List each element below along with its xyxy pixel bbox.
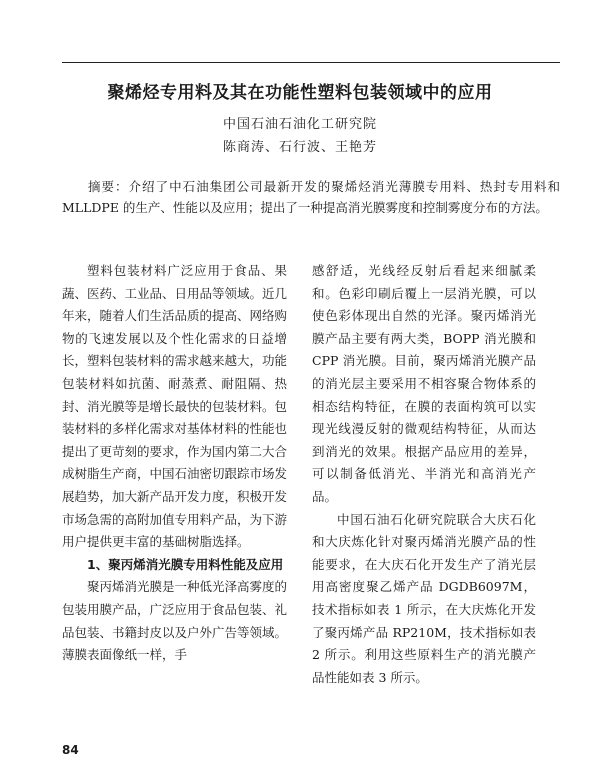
affiliation: 中国石油石油化工研究院 (222, 117, 377, 132)
left-column (62, 260, 287, 667)
right-paragraph-1: 感舒适，光线经反射后看起来细腻柔和。色彩印刷后覆上一层消光膜，可以使色彩体现出自然的光泽。聚丙烯消光膜产品主要有两大类，BOPP 消光膜和 CPP 消光膜。目前，聚丙烯消光膜产品的消光层主要采用不相容聚合物体系的相态结构特征，在膜的表面构筑可以实现光线漫反射的微观结构特征，从而达到消光的效果。根据产品应用的差异，可以制备低消光、半消光和高消光产品。 (312, 263, 536, 504)
article-title: 聚烯烃专用料及其在功能性塑料包装领域中的应用 (107, 83, 493, 103)
header-rule (62, 62, 560, 63)
abstract: 摘要：介绍了中石油集团公司最新开发的聚烯烃消光薄膜专用料、热封专用料和 MLLDPE 的生产、性能以及应用；提出了一种提高消光膜雾度和控制雾度分布的方法。 (62, 179, 560, 215)
right-paragraph-2: 中国石油石化研究院联合大庆石化和大庆炼化针对聚丙烯消光膜产品的性能要求，在大庆石化开发生产了消光层用高密度聚乙烯产品 DGDB6097M，技术指标如表 1 所示，在大庆炼化开发了聚丙烯产品 RP210M，技术指标如表 2 所示。利用这些原料生产的消光膜产品性能如表 3 所示。 (312, 511, 536, 685)
section-heading-1: 1、聚丙烯消光膜专用料性能及应用 (87, 556, 284, 572)
left-paragraph-2: 聚丙烯消光膜是一种低光泽高雾度的包装用膜产品，广泛应用于食品包装、礼品包装、书籍封皮以及户外广告等领域。薄膜表面像纸一样，手 (62, 579, 288, 663)
page-number: 84 (62, 743, 79, 757)
left-paragraph-1: 塑料包装材料广泛应用于食品、果蔬、医药、工业品、日用品等领域。近几年来，随着人们生活品质的提高、网络购物的飞速发展以及个性化需求的日益增长，塑料包装材料的需求越来越大，功能包装材料如抗菌、耐蒸煮、耐阻隔、热封、消光膜等是增长最快的包装材料。包装材料的多样化需求对基体材料的性能也提出了更苛刻的要求，作为国内第二大合成树脂生产商，中国石油密切跟踪市场发展趋势，加大新产品开发力度，积极开发市场急需的高附加值专用料产品，为下游用户提供更丰富的基础树脂选择。 (62, 263, 288, 550)
right-column (312, 260, 536, 689)
authors: 陈商涛、石行波、王艳芳 (222, 140, 377, 155)
